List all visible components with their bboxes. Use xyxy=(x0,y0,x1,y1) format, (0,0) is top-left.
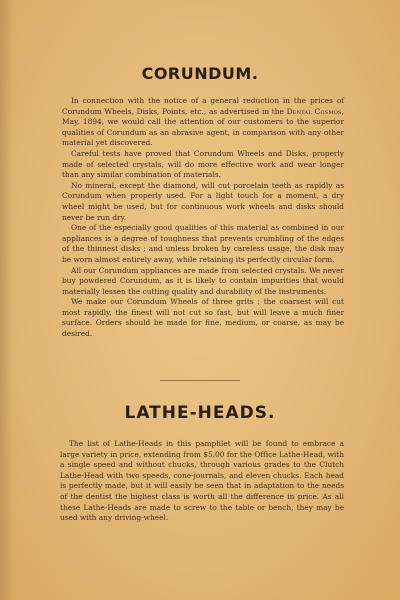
lathe-heads-paragraph-1: The list of Lathe-Heads in this pamphlet will be found to embrace a large variety in price, extending from $5.00 for the Office Lathe-Head, with a single speed and without chucks, through various grades to the Clutch Lathe-Head with two speeds, cone-journals, and eleven chucks. Each head is perfectly made, but it will easily be seen that in adaptation to the needs of the dentist the highest class is worth all the difference in price. As all these Lathe-Heads are made to screw to the table or bench, they may be used with any driving-wheel. xyxy=(60,439,344,523)
corundum-paragraph-6: We make our Corundum Wheels of three grits ; the coarsest will cut most rapidly, the finest will not cut so fast, but will leave a much finer surface. Orders should be made for fine, medium, or coarse, as may be desired. xyxy=(62,297,344,339)
lathe-heads-section xyxy=(60,439,344,524)
lathe-heads-heading: LATHE-HEADS. xyxy=(124,403,276,423)
corundum-paragraph-3: No mineral, except the diamond, will cut porcelain teeth as rapidly as Corundum when properly used. For a light touch for a moment, a dry wheel might be used, but for continuous work wheels and disks should never be run dry. xyxy=(62,180,344,222)
corundum-p1-text-before: In connection with the notice of a general reduction in the prices of Corundum Wheels, Disks, Points, etc., as advertised in the xyxy=(62,96,344,116)
corundum-section xyxy=(62,96,344,340)
section-divider xyxy=(160,380,240,381)
corundum-paragraph-4: One of the especially good qualities of this material as combined in our appliances is a degree of toughness that prevents crumbling of the edges of the thinnest disks ; and unless broken by careless usage, the disk may be worn almost entirely away, while retaining its perfectly circular form. xyxy=(62,223,344,264)
journal-name: Dental Cosmos xyxy=(286,106,342,116)
corundum-paragraph-1 xyxy=(62,96,344,149)
corundum-p1-text-after: , May, 1894, we would call the attention of our customers to the superior qualities of Corundum as an abrasive agent, in comparison with any other material yet discovered. xyxy=(62,106,345,148)
corundum-paragraph-5: All our Corundum appliances are made from selected crystals. We never buy powdered Corundum, as it is likely to contain impurities that would materially lessen the cutting quality and durability of the instruments. xyxy=(62,265,344,296)
corundum-heading: CORUNDUM. xyxy=(141,64,259,83)
corundum-paragraph-2: Careful tests have proved that Corundum Wheels and Disks, properly made of selected crystals, will do more effective work and wear longer than any similar combination of materials. xyxy=(62,148,344,180)
page-edge-shadow xyxy=(0,0,14,600)
